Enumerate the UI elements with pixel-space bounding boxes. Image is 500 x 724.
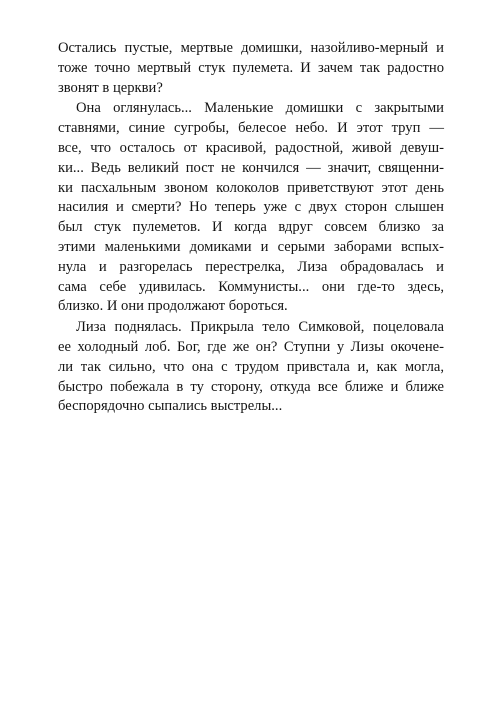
text-line: ставнями, синие сугробы, белесое небо. И этот труп — xyxy=(58,120,444,137)
text-line: ли так сильно, что она с трудом привстала и, как могла, xyxy=(58,358,444,375)
text-line: ее холодный лоб. Бог, где же он? Ступни у Лизы окочене- xyxy=(58,338,444,355)
text-line: этими маленькими домиками и серыми заборами вспых- xyxy=(58,238,444,255)
text-line: беспорядочно сыпались выстрелы... xyxy=(58,398,283,415)
text-line: нула и разгорелась перестрелка, Лиза обрадовалась и xyxy=(58,258,444,275)
body-text xyxy=(58,39,444,417)
text-line: все, что осталось от красивой, радостной, живой девуш- xyxy=(58,139,444,156)
text-line: быстро побежала в ту сторону, откуда все ближе и ближе xyxy=(58,378,444,395)
text-line: близко. И они продолжают бороться. xyxy=(58,298,288,315)
text-line: ки... Ведь великий пост не кончился — значит, священни- xyxy=(58,159,444,176)
paragraph-3 xyxy=(58,318,444,417)
text-line: тоже точно мертвый стук пулемета. И зачем так радостно xyxy=(58,59,444,76)
text-line: насилия и смерти? Но теперь уже с двух сторон слышен xyxy=(58,199,444,216)
text-line: был стук пулеметов. И когда вдруг совсем близко за xyxy=(58,219,444,236)
text-line: ки пасхальным звоном колоколов приветствуют этот день xyxy=(58,179,444,196)
text-line: звонят в церкви? xyxy=(58,79,163,96)
paragraph-2 xyxy=(58,99,444,317)
text-line: Остались пустые, мертвые домишки, назойливо-мерный и xyxy=(58,40,444,56)
paragraph-1 xyxy=(58,39,444,98)
text-line: сама себе удивилась. Коммунисты... они где-то здесь, xyxy=(58,278,444,295)
text-line: Она оглянулась... Маленькие домишки с закрытыми xyxy=(76,100,444,117)
text-line: Лиза поднялась. Прикрыла тело Симковой, поцеловала xyxy=(76,319,444,336)
